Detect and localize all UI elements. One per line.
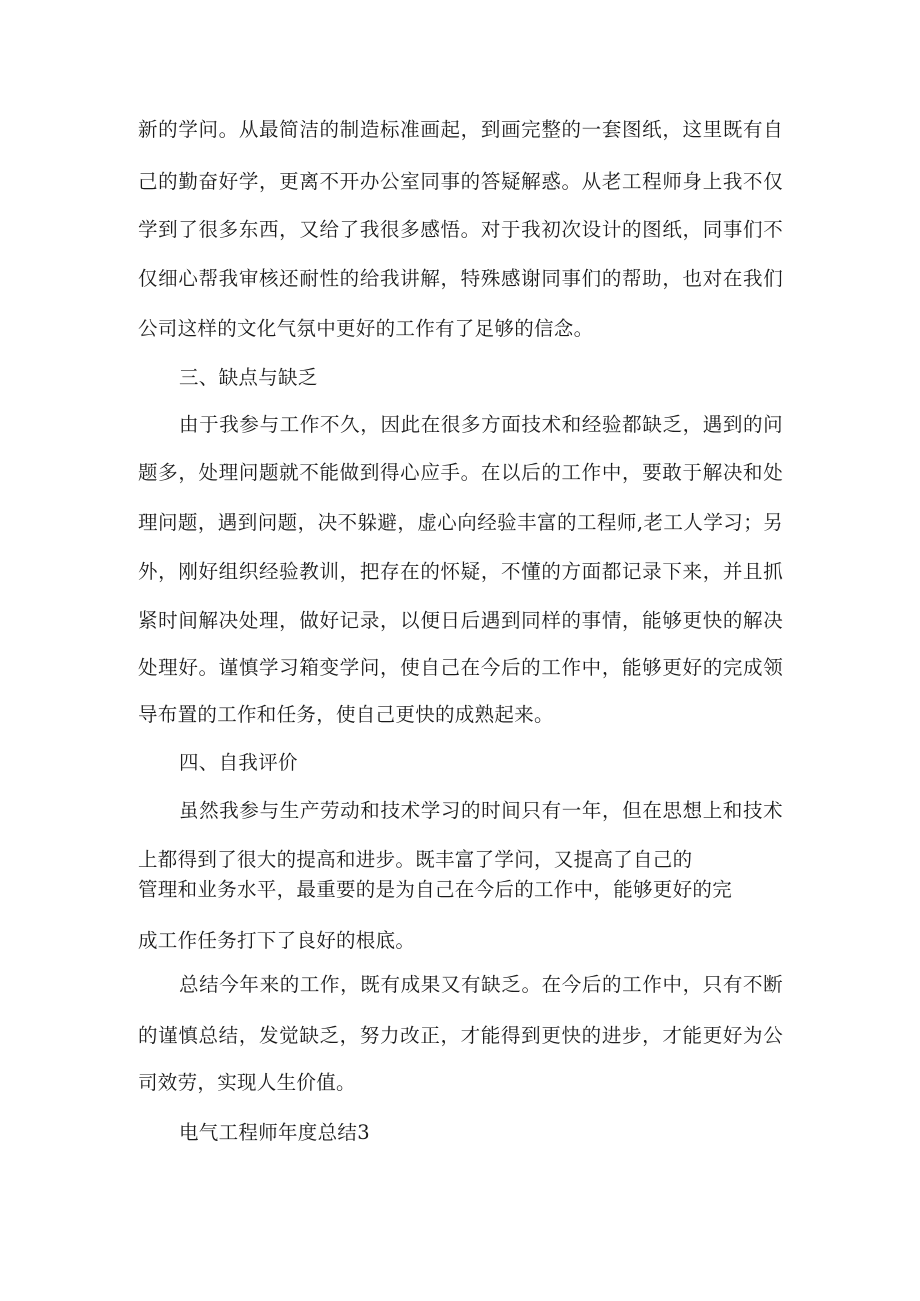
paragraph-line: 新的学问。从最简洁的制造标准画起，到画完整的一套图纸，这里既有自 bbox=[138, 118, 783, 141]
paragraph-line: 学到了很多东西，又给了我很多感悟。对于我初次设计的图纸，同事们不 bbox=[138, 218, 783, 241]
paragraph-line: 虽然我参与生产劳动和技术学习的时间只有一年，但在思想上和技术 bbox=[179, 799, 783, 822]
section-heading: 电气工程师年度总结3 bbox=[179, 1121, 370, 1144]
section-heading: 三、缺点与缺乏 bbox=[179, 366, 318, 389]
paragraph-line: 成工作任务打下了良好的根底。 bbox=[138, 929, 416, 952]
paragraph-line: 己的勤奋好学，更离不开办公室同事的答疑解惑。从老工程师身上我不仅 bbox=[138, 170, 783, 193]
paragraph-line: 仅细心帮我审核还耐性的给我讲解，特殊感谢同事们的帮助，也对在我们 bbox=[138, 267, 783, 290]
paragraph-line: 外，刚好组织经验教训，把存在的怀疑，不懂的方面都记录下来，并且抓 bbox=[138, 560, 783, 583]
paragraph-line: 题多，处理问题就不能做到得心应手。在以后的工作中，要敢于解决和处 bbox=[138, 461, 783, 484]
paragraph-line: 的谨慎总结，发觉缺乏，努力改正，才能得到更快的进步，才能更好为公 bbox=[138, 1024, 783, 1047]
paragraph-line: 导布置的工作和任务，使自己更快的成熟起来。 bbox=[138, 703, 554, 726]
paragraph-line: 公司这样的文化气氛中更好的工作有了足够的信念。 bbox=[138, 317, 594, 340]
paragraph-line: 上都得到了很大的提高和进步。既丰富了学问，又提高了自己的 bbox=[138, 848, 693, 871]
paragraph-line: 管理和业务水平，最重要的是为自己在今后的工作中，能够更好的完 bbox=[138, 878, 733, 901]
paragraph-line: 由于我参与工作不久，因此在很多方面技术和经验都缺乏，遇到的问 bbox=[179, 413, 783, 436]
paragraph-line: 理问题，遇到问题，决不躲避，虚心向经验丰富的工程师,老工人学习；另 bbox=[138, 511, 783, 534]
paragraph-line: 司效劳，实现人生价值。 bbox=[138, 1071, 356, 1094]
paragraph-line: 处理好。谨慎学习箱变学问，使自己在今后的工作中，能够更好的完成领 bbox=[138, 656, 783, 679]
paragraph-line: 紧时间解决处理，做好记录，以便日后遇到同样的事情，能够更快的解决 bbox=[138, 609, 783, 632]
paragraph-line: 总结今年来的工作，既有成果又有缺乏。在今后的工作中，只有不断 bbox=[179, 973, 783, 996]
section-heading: 四、自我评价 bbox=[179, 751, 298, 774]
